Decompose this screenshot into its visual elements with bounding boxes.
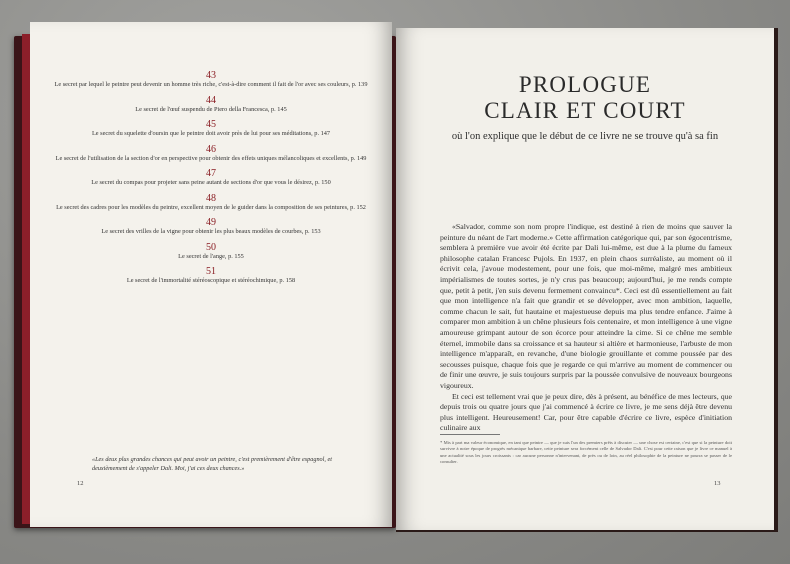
- paragraph-1: «Salvador, comme son nom propre l'indique, est destiné à rien de moins que sauver la peinture du néant de l'art moderne.» Cette affirmation catégorique qui, par son égocentrisme, semblera à première vue avoir été écrite par Dali lui-même, est due à la plume du fameux philosophe catalan Francesc Pujols. En 1937, en plein chaos surréaliste, au moment où il écrivit cela, j'avoue modestement, pour une fois, que moi-même, malgré mes ambitieux impérialismes de toutes sortes, je n'y crus pas beaucoup; aujourd'hui, je me rends compte que, petit à petit, j'en suis devenu fermement convaincu*. Ceci est dû essentiellement au fait que mon intelligence n'a fait que grandir et se développer, avec mon ambition, laquelle, comme chacun le sait, fut hautaine et majestueuse depuis ma plus tendre enfance. J'aime à comparer mon ambition à un chêne plusieurs fois centenaire, et mon intelligence à une vigne amoureuse grimpant autour de son écorce pour atteindre la cime. Si ce chêne me semble éternel, immobile dans sa croissance et sa hauteur si altière et harmonieuse, l'arbuste de mon intelligence m'apparaît, en revanche, d'une biologie grouillante et comme poussée par des secousses puisque, chaque fois que je regarde ce qui m'arrive au moment de commencer ou de finir une œuvre, je suis toujours surpris par la poussée convulsive de nouveaux bourgeons vigoureux.: [440, 222, 732, 390]
- toc-number: 43: [206, 70, 216, 81]
- toc-number: 44: [206, 94, 216, 106]
- toc-text: Le secret du compas pour projeter sans peine autant de sections d'or que vous le désirez, p. 150: [91, 179, 331, 186]
- footnote-rule: [440, 434, 500, 435]
- toc-text: Le secret de l'utilisation de la section d'or en perspective pour obtenir des effets uniques mélancoliques et excellents, p. 149: [55, 154, 367, 162]
- toc-number: 48: [206, 192, 216, 204]
- toc-text: Le secret de l'immortalité stéréoscopique et stéréochimique, p. 158: [126, 277, 296, 284]
- toc-entry: [50, 70, 372, 90]
- toc-text: Le secret du squelette d'oursin que le peintre doit avoir près de lui pour ses méditations, p. 147: [91, 130, 331, 137]
- toc-entry: [50, 266, 372, 286]
- toc-entry: [50, 193, 372, 213]
- toc-text: Le secret par lequel le peintre peut devenir un homme très riche, c'est-à-dire comment il fait de l'or avec ses couleurs, p. 139: [54, 81, 368, 88]
- title-line-2: CLAIR ET COURT: [484, 98, 686, 123]
- toc-text: Le secret des cadres pour les modèles du peintre, excellent moyen de le guider dans la composition de ses peintures, p. 152: [56, 203, 366, 211]
- footnote: * Mis à part ma valeur économique, en tant que peintre — que je suis l'un des premiers prêts à discuter — une chose est certaine, c'est que si la peinture doit survivre à notre époque de progrès mécanique barbare, cette peinture sera forcément celle de Salvador Dali. C'est pour cette raison que je livre ce manuel à une actualité sous les jours croissants : car aucune personne n'intervenant, de près ou de loin, au réel philosophie de la peinture ne pourra se passer de le consulter.: [440, 440, 732, 465]
- toc-text: Le secret de l'ange, p. 155: [178, 252, 244, 260]
- epigraph-quote: «Les deux plus grandes chances qui peut avoir un peintre, c'est premièrement d'être espagnol, et deuxièmement de s'appeler Dali. Moi, j'ai ces deux chances.»: [92, 456, 332, 472]
- paragraph-2: Et ceci est tellement vrai que je peux dire, dès à présent, au bénéfice de mes lecteurs, que depuis trois ou quatre jours que j'ai commencé à écrire ce livre, je me sens déjà être devenu plus intelligent. Heureusement! Car, pour être capable d'écrire ce livre, espèce d'initiation culinaire aux: [440, 391, 732, 433]
- title-line-1: PROLOGUE: [518, 72, 652, 97]
- toc-number: 51: [206, 266, 216, 277]
- toc-entry: [50, 168, 372, 188]
- toc-number: 49: [206, 217, 216, 228]
- page-edge-red: [22, 34, 30, 524]
- body-text: [440, 222, 732, 434]
- chapter-subtitle: où l'on explique que le début de ce livre ne se trouve qu'à sa fin: [451, 131, 719, 142]
- toc-number: 45: [206, 119, 216, 130]
- table-of-contents: [50, 70, 372, 291]
- page-number-left: 12: [77, 480, 84, 487]
- toc-text: Le secret de l'œuf suspendu de Piero della Francesca, p. 145: [135, 105, 287, 113]
- toc-entry: [50, 119, 372, 139]
- chapter-title: [410, 72, 760, 124]
- toc-entry: [50, 95, 372, 115]
- toc-number: 46: [206, 143, 216, 155]
- toc-entry: [50, 144, 372, 164]
- toc-entry: [50, 217, 372, 237]
- toc-entry: [50, 242, 372, 262]
- page-number-right: 13: [714, 480, 721, 487]
- toc-number: 50: [206, 241, 216, 253]
- toc-number: 47: [206, 168, 216, 179]
- toc-text: Le secret des vrilles de la vigne pour obtenir les plus beaux modèles de courbes, p. 153: [101, 228, 321, 235]
